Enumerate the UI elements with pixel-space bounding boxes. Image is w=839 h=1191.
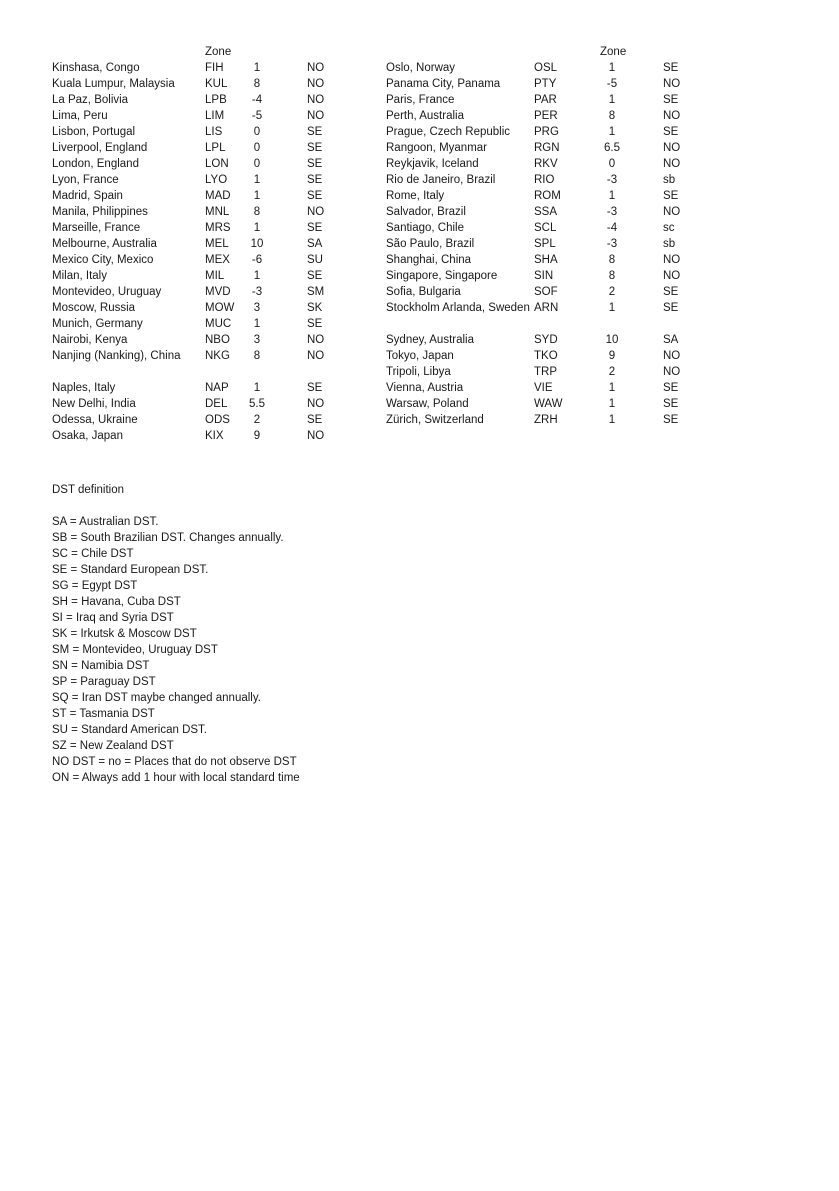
dst-cell: SA <box>307 238 323 250</box>
code-cell: PAR <box>534 94 557 106</box>
timezone-cell: -3 <box>606 174 618 186</box>
timezone-cell: 1 <box>608 382 616 394</box>
dst-legend <box>52 482 552 786</box>
code-cell: MVD <box>205 286 231 298</box>
timezone-cell: -3 <box>606 238 618 250</box>
dst-cell: NO <box>307 78 325 90</box>
legend-line: SU = Standard American DST. <box>52 724 208 736</box>
dst-cell: NO <box>663 270 681 282</box>
code-cell: LON <box>205 158 229 170</box>
dst-cell: SM <box>307 286 325 298</box>
timezone-cell: -6 <box>251 254 263 266</box>
timezone-cell: 5.5 <box>249 398 265 410</box>
code-cell: LYO <box>205 174 228 186</box>
city-cell: Nanjing (Nanking), China <box>52 350 181 362</box>
code-cell: RIO <box>534 174 555 186</box>
code-cell: ARN <box>534 302 559 314</box>
timezone-cell: -5 <box>251 110 263 122</box>
dst-cell: SE <box>307 158 323 170</box>
timezone-cell: 8 <box>253 78 261 90</box>
code-cell: OSL <box>534 62 558 74</box>
legend-line: SP = Paraguay DST <box>52 676 156 688</box>
city-cell: Liverpool, England <box>52 142 148 154</box>
timezone-cell: -4 <box>251 94 263 106</box>
code-cell: SYD <box>534 334 558 346</box>
timezone-cell: 1 <box>608 398 616 410</box>
timezone-cell: 10 <box>250 238 264 250</box>
header-zone: Zone <box>205 46 232 58</box>
timezone-cell: 1 <box>253 62 261 74</box>
city-cell: Stockholm Arlanda, Sweden <box>386 302 530 314</box>
code-cell: MEL <box>205 238 229 250</box>
timezone-cell: 10 <box>605 334 619 346</box>
dst-cell: SA <box>663 334 679 346</box>
code-cell: MOW <box>205 302 235 314</box>
dst-cell: sc <box>663 222 675 234</box>
dst-cell: NO <box>307 334 325 346</box>
dst-cell: SE <box>307 318 323 330</box>
code-cell: PER <box>534 110 558 122</box>
code-cell: LIS <box>205 126 223 138</box>
city-cell: São Paulo, Brazil <box>386 238 475 250</box>
code-cell: MEX <box>205 254 230 266</box>
city-cell: Kuala Lumpur, Malaysia <box>52 78 175 90</box>
dst-cell: NO <box>307 94 325 106</box>
legend-line: SA = Australian DST. <box>52 516 159 528</box>
legend-line: SC = Chile DST <box>52 548 134 560</box>
timezone-cell: 1 <box>253 382 261 394</box>
dst-cell: NO <box>663 142 681 154</box>
code-cell: NAP <box>205 382 229 394</box>
code-cell: NKG <box>205 350 230 362</box>
timezone-cell: -5 <box>606 78 618 90</box>
city-cell: Vienna, Austria <box>386 382 464 394</box>
dst-cell: SE <box>663 286 679 298</box>
legend-line: SQ = Iran DST maybe changed annually. <box>52 692 261 704</box>
timezone-cell: 1 <box>253 190 261 202</box>
city-cell: Zürich, Switzerland <box>386 414 484 426</box>
dst-cell: SE <box>307 414 323 426</box>
legend-line: SG = Egypt DST <box>52 580 138 592</box>
code-cell: KIX <box>205 430 224 442</box>
dst-cell: SE <box>307 174 323 186</box>
code-cell: ROM <box>534 190 561 202</box>
dst-cell: NO <box>307 350 325 362</box>
code-cell: LPL <box>205 142 226 154</box>
city-cell: Rio de Janeiro, Brazil <box>386 174 496 186</box>
dst-cell: SE <box>307 126 323 138</box>
city-cell: Munich, Germany <box>52 318 143 330</box>
city-cell: Lisbon, Portugal <box>52 126 136 138</box>
dst-cell: SK <box>307 302 323 314</box>
code-cell: MRS <box>205 222 231 234</box>
timezone-cell: 8 <box>608 254 616 266</box>
dst-cell: SE <box>307 190 323 202</box>
dst-cell: NO <box>307 62 325 74</box>
city-cell: Manila, Philippines <box>52 206 148 218</box>
timezone-cell: 6.5 <box>604 142 620 154</box>
code-cell: MNL <box>205 206 230 218</box>
city-cell: Montevideo, Uruguay <box>52 286 162 298</box>
city-cell: La Paz, Bolivia <box>52 94 129 106</box>
dst-cell: NO <box>663 206 681 218</box>
city-cell: New Delhi, India <box>52 398 136 410</box>
timezone-cell: 9 <box>253 430 261 442</box>
legend-line: SK = Irkutsk & Moscow DST <box>52 628 197 640</box>
dst-cell: SE <box>663 62 679 74</box>
city-cell: Lima, Peru <box>52 110 108 122</box>
dst-cell: NO <box>307 430 325 442</box>
code-cell: VIE <box>534 382 553 394</box>
timezone-cell: 2 <box>253 414 261 426</box>
timezone-cell: 1 <box>253 222 261 234</box>
city-cell: Milan, Italy <box>52 270 107 282</box>
code-cell: MIL <box>205 270 225 282</box>
timezone-cell: 3 <box>253 302 261 314</box>
code-cell: SCL <box>534 222 557 234</box>
timezone-cell: 3 <box>253 334 261 346</box>
city-cell: Sofia, Bulgaria <box>386 286 461 298</box>
timezone-cell: 1 <box>608 94 616 106</box>
dst-cell: sb <box>663 174 676 186</box>
code-cell: TRP <box>534 366 557 378</box>
dst-cell: SE <box>663 126 679 138</box>
dst-cell: SE <box>663 398 679 410</box>
code-cell: FIH <box>205 62 224 74</box>
dst-cell: NO <box>307 206 325 218</box>
city-cell: Prague, Czech Republic <box>386 126 511 138</box>
legend-line: SM = Montevideo, Uruguay DST <box>52 644 218 656</box>
legend-line: ST = Tasmania DST <box>52 708 155 720</box>
timezone-cell: 1 <box>253 270 261 282</box>
code-cell: RKV <box>534 158 558 170</box>
timezone-cell: -4 <box>606 222 618 234</box>
city-cell: Melbourne, Australia <box>52 238 157 250</box>
dst-cell: NO <box>663 366 681 378</box>
timezone-cell: 0 <box>253 158 261 170</box>
dst-cell: sb <box>663 238 676 250</box>
legend-line: NO DST = no = Places that do not observe DST <box>52 756 297 768</box>
code-cell: WAW <box>534 398 563 410</box>
legend-line: SE = Standard European DST. <box>52 564 209 576</box>
dst-cell: SU <box>307 254 323 266</box>
code-cell: TKO <box>534 350 558 362</box>
code-cell: ZRH <box>534 414 558 426</box>
city-cell: Salvador, Brazil <box>386 206 466 218</box>
city-cell: Naples, Italy <box>52 382 116 394</box>
code-cell: PTY <box>534 78 557 90</box>
legend-line: SI = Iraq and Syria DST <box>52 612 174 624</box>
timezone-cell: 2 <box>608 366 616 378</box>
timezone-cell: 1 <box>253 174 261 186</box>
city-cell: Kinshasa, Congo <box>52 62 140 74</box>
dst-cell: NO <box>663 350 681 362</box>
legend-line: ON = Always add 1 hour with local standard time <box>52 772 300 784</box>
timezone-cell: 8 <box>253 206 261 218</box>
header-zone: Zone <box>600 46 627 58</box>
timezone-cell: 1 <box>608 62 616 74</box>
city-cell: Tripoli, Libya <box>386 366 451 378</box>
city-cell: Warsaw, Poland <box>386 398 469 410</box>
code-cell: DEL <box>205 398 228 410</box>
timezone-cell: 8 <box>253 350 261 362</box>
code-cell: KUL <box>205 78 228 90</box>
timezone-cell: 9 <box>608 350 616 362</box>
city-cell: Panama City, Panama <box>386 78 501 90</box>
code-cell: SSA <box>534 206 558 218</box>
dst-cell: SE <box>663 302 679 314</box>
city-cell: Odessa, Ukraine <box>52 414 138 426</box>
dst-cell: SE <box>307 382 323 394</box>
dst-cell: SE <box>663 94 679 106</box>
dst-cell: NO <box>663 78 681 90</box>
legend-title: DST definition <box>52 484 125 496</box>
dst-cell: NO <box>307 110 325 122</box>
city-cell: Santiago, Chile <box>386 222 464 234</box>
code-cell: MUC <box>205 318 232 330</box>
timezone-cell: 0 <box>253 126 261 138</box>
code-cell: NBO <box>205 334 230 346</box>
dst-cell: NO <box>307 398 325 410</box>
code-cell: PRG <box>534 126 559 138</box>
city-cell: Rome, Italy <box>386 190 445 202</box>
dst-cell: SE <box>307 142 323 154</box>
code-cell: SHA <box>534 254 558 266</box>
dst-cell: SE <box>307 270 323 282</box>
city-cell: Paris, France <box>386 94 455 106</box>
city-cell: London, England <box>52 158 139 170</box>
city-cell: Tokyo, Japan <box>386 350 454 362</box>
code-cell: ODS <box>205 414 230 426</box>
city-cell: Madrid, Spain <box>52 190 123 202</box>
legend-line: SH = Havana, Cuba DST <box>52 596 181 608</box>
code-cell: MAD <box>205 190 231 202</box>
dst-cell: NO <box>663 110 681 122</box>
city-cell: Perth, Australia <box>386 110 464 122</box>
timezone-cell: 1 <box>608 414 616 426</box>
city-cell: Lyon, France <box>52 174 119 186</box>
timezone-cell: 1 <box>608 190 616 202</box>
code-cell: LPB <box>205 94 227 106</box>
city-cell: Nairobi, Kenya <box>52 334 128 346</box>
timezone-cell: 0 <box>253 142 261 154</box>
timezone-cell: 2 <box>608 286 616 298</box>
dst-cell: NO <box>663 158 681 170</box>
code-cell: SIN <box>534 270 554 282</box>
city-cell: Oslo, Norway <box>386 62 456 74</box>
legend-line: SB = South Brazilian DST. Changes annually. <box>52 532 284 544</box>
timezone-cell: -3 <box>606 206 618 218</box>
code-cell: SPL <box>534 238 556 250</box>
legend-line: SN = Namibia DST <box>52 660 150 672</box>
city-cell: Mexico City, Mexico <box>52 254 154 266</box>
timezone-cell: 1 <box>608 126 616 138</box>
city-cell: Reykjavik, Iceland <box>386 158 479 170</box>
code-cell: SOF <box>534 286 558 298</box>
timezone-cell: -3 <box>251 286 263 298</box>
code-cell: LIM <box>205 110 225 122</box>
legend-line: SZ = New Zealand DST <box>52 740 174 752</box>
city-cell: Osaka, Japan <box>52 430 123 442</box>
city-cell: Moscow, Russia <box>52 302 136 314</box>
dst-cell: NO <box>663 254 681 266</box>
dst-cell: SE <box>663 190 679 202</box>
city-cell: Rangoon, Myanmar <box>386 142 487 154</box>
city-cell: Marseille, France <box>52 222 141 234</box>
timezone-cell: 1 <box>253 318 261 330</box>
city-cell: Shanghai, China <box>386 254 472 266</box>
legend-lines <box>52 514 552 786</box>
code-cell: RGN <box>534 142 560 154</box>
city-cell: Singapore, Singapore <box>386 270 498 282</box>
timezone-cell: 8 <box>608 270 616 282</box>
timezone-cell: 0 <box>608 158 616 170</box>
timezone-cell: 1 <box>608 302 616 314</box>
timezone-cell: 8 <box>608 110 616 122</box>
dst-cell: SE <box>663 414 679 426</box>
city-cell: Sydney, Australia <box>386 334 475 346</box>
dst-cell: SE <box>663 382 679 394</box>
dst-cell: SE <box>307 222 323 234</box>
